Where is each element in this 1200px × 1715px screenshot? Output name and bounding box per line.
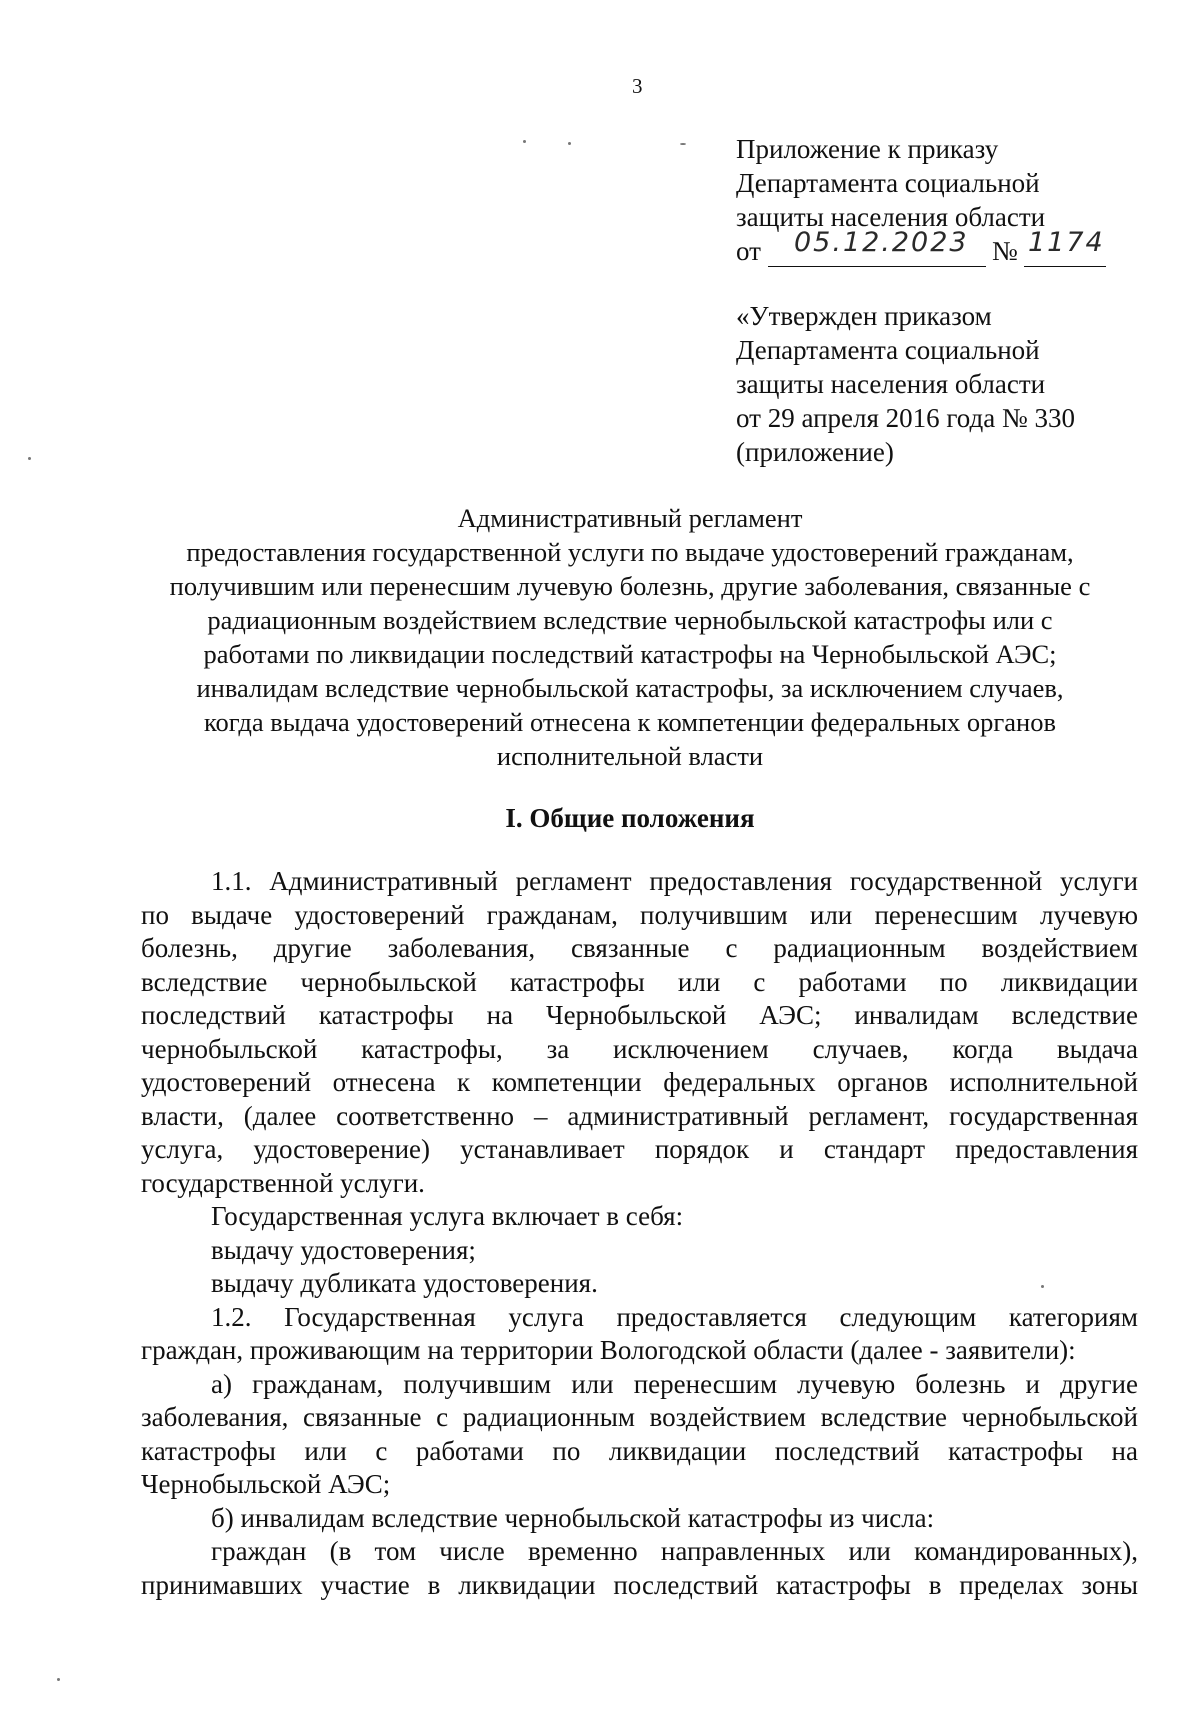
paragraph-line: последствий катастрофы на Чернобыльской АЭС; инвалидам вследствие <box>141 1000 1138 1030</box>
paragraph-line: государственной услуги. <box>141 1167 425 1198</box>
title-line: радиационным воздействием вследствие чернобыльской катастрофы или с <box>207 605 1053 635</box>
approved-line: защиты населения области <box>736 369 1046 399</box>
paragraph-line: а) гражданам, получившим или перенесшим лучевую болезнь и другие <box>211 1368 1138 1399</box>
paragraph-line: по выдаче удостоверений гражданам, получившим или перенесшим лучевую <box>141 899 1138 930</box>
approved-line: Департамента социальной <box>736 335 1040 365</box>
title-line: предоставления государственной услуги по выдаче удостоверений гражданам, <box>186 537 1074 567</box>
title-line: когда выдача удостоверений отнесена к компетенции федеральных органов <box>204 707 1056 737</box>
paragraph-line: удостоверений отнесена к компетенции федеральных органов исполнительной <box>141 1067 1138 1097</box>
scan-speck <box>568 142 571 145</box>
paragraph-line: 1.1. Административный регламент предоставления государственной услуги <box>211 866 1138 896</box>
paragraph-line: заболевания, связанные с радиационным воздействием вследствие чернобыльской <box>141 1402 1138 1432</box>
annex-date-number-line <box>736 227 1156 268</box>
approved-line: (приложение) <box>736 437 894 467</box>
approved-line: «Утвержден приказом <box>736 301 992 331</box>
paragraph-line: власти, (далее соответственно – административный регламент, государственная <box>141 1100 1138 1131</box>
paragraph-line: 1.2. Государственная услуга предоставляется следующим категориям <box>211 1301 1138 1332</box>
paragraph-line: вследствие чернобыльской катастрофы или с работами по ликвидации <box>141 966 1138 997</box>
document-title <box>130 501 1130 773</box>
annex-line: Приложение к приказу <box>736 134 999 164</box>
paragraph-line: б) инвалидам вследствие чернобыльской катастрофы из числа: <box>211 1502 935 1533</box>
paragraph-line: граждан, проживающим на территории Вологодской области (далее - заявители): <box>141 1335 1076 1365</box>
paragraph-line: услуга, удостоверение) устанавливает порядок и стандарт предоставления <box>141 1134 1138 1164</box>
section-heading: I. Общие положения <box>505 803 755 833</box>
title-line: получившим или перенесшим лучевую болезнь, другие заболевания, связанные с <box>169 571 1091 601</box>
paragraph-line: граждан (в том числе временно направленных или командированных), <box>211 1536 1138 1566</box>
approved-line: от 29 апреля 2016 года № 330 <box>736 403 1076 433</box>
handwritten-date: 05.12.2023 <box>794 227 969 258</box>
body-text <box>141 865 1138 1602</box>
paragraph-line: Государственная услуга включает в себя: <box>211 1201 684 1231</box>
annex-block <box>736 132 1156 268</box>
paragraph-line: принимавших участие в ликвидации последствий катастрофы в пределах зоны <box>141 1569 1138 1600</box>
number-label: № <box>992 236 1018 266</box>
paragraph-line: Чернобыльской АЭС; <box>141 1469 391 1499</box>
approved-block <box>736 299 1176 469</box>
scan-speck <box>680 143 686 145</box>
scan-speck <box>57 1678 60 1681</box>
title-line: исполнительной власти <box>496 741 764 771</box>
scan-speck <box>523 140 526 143</box>
handwritten-number: 1174 <box>1028 227 1105 258</box>
paragraph-line: катастрофы или с работами по ликвидации последствий катастрофы на <box>141 1435 1138 1466</box>
title-line: инвалидам вследствие чернобыльской катастрофы, за исключением случаев, <box>196 673 1064 703</box>
scan-speck <box>1041 1285 1044 1288</box>
annex-line: защиты населения области <box>736 202 1046 232</box>
paragraph-line: чернобыльской катастрофы, за исключением случаев, когда выдача <box>141 1033 1138 1064</box>
title-line: работами по ликвидации последствий катастрофы на Чернобыльской АЭС; <box>203 639 1057 669</box>
paragraph-line: выдачу удостоверения; <box>211 1234 476 1265</box>
annex-line: Департамента социальной <box>736 168 1040 198</box>
title-line: Административный регламент <box>457 503 803 533</box>
paragraph-line: выдачу дубликата удостоверения. <box>211 1268 598 1298</box>
page-number: 3 <box>632 74 643 98</box>
scan-speck <box>28 457 31 460</box>
paragraph-line: болезнь, другие заболевания, связанные с радиационным воздействием <box>141 933 1138 963</box>
from-label: от <box>736 236 761 266</box>
